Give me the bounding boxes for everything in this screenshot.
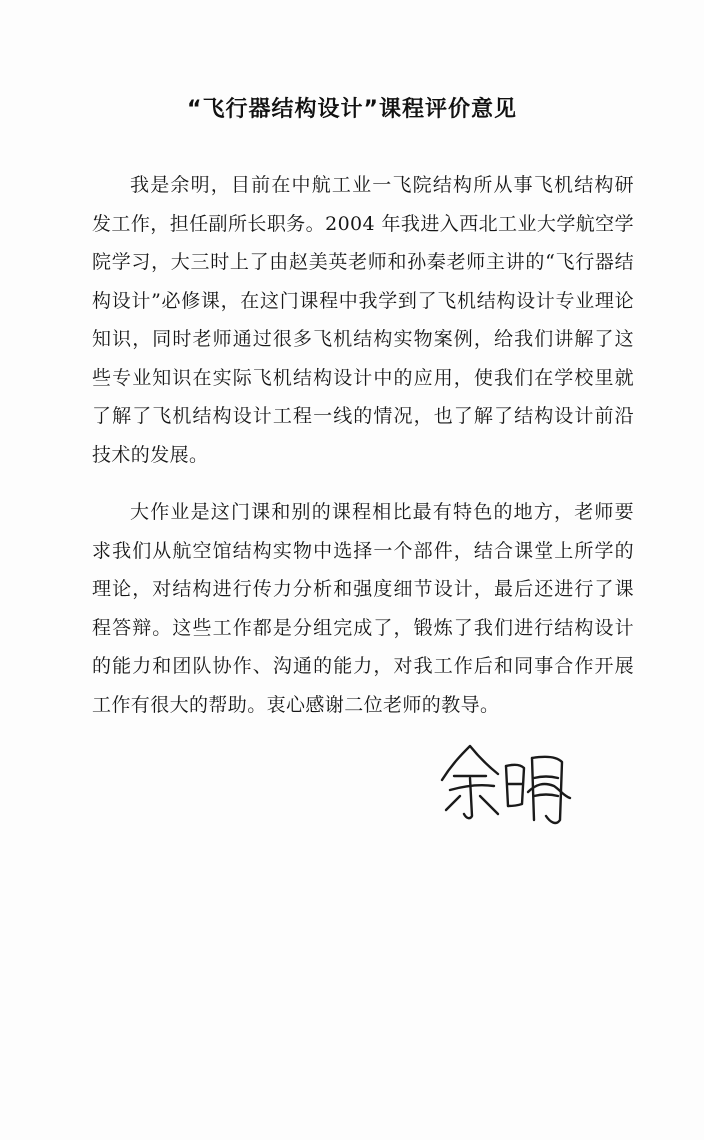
paragraph-1: 我是余明，目前在中航工业一飞院结构所从事飞机结构研发工作，担任副所长职务。2004 年我进入西北工业大学航空学院学习，大三时上了由赵美英老师和孙秦老师主讲的“飞行器结构设计”必修课，在这门课程中我学到了飞机结构设计专业理论知识，同时老师通过很多飞机结构实物案例，给我们讲解了这些专业知识在实际飞机结构设计中的应用，使我们在学校里就了解了飞机结构设计工程一线的情况，也了解了结构设计前沿技术的发展。 xyxy=(92,174,634,466)
document-body xyxy=(92,166,634,743)
handwritten-signature xyxy=(436,736,576,828)
signature-drawing xyxy=(436,736,576,828)
document-title: “飞行器结构设计”课程评价意见 xyxy=(187,97,517,122)
paragraph-2: 大作业是这门课和别的课程相比最有特色的地方，老师要求我们从航空馆结构实物中选择一个部件，结合课堂上所学的理论，对结构进行传力分析和强度细节设计，最后还进行了课程答辩。这些工作都是分组完成了，锻炼了我们进行结构设计的能力和团队协作、沟通的能力，对我工作后和同事合作开展工作有很大的帮助。衷心感谢二位老师的教导。 xyxy=(92,501,634,716)
